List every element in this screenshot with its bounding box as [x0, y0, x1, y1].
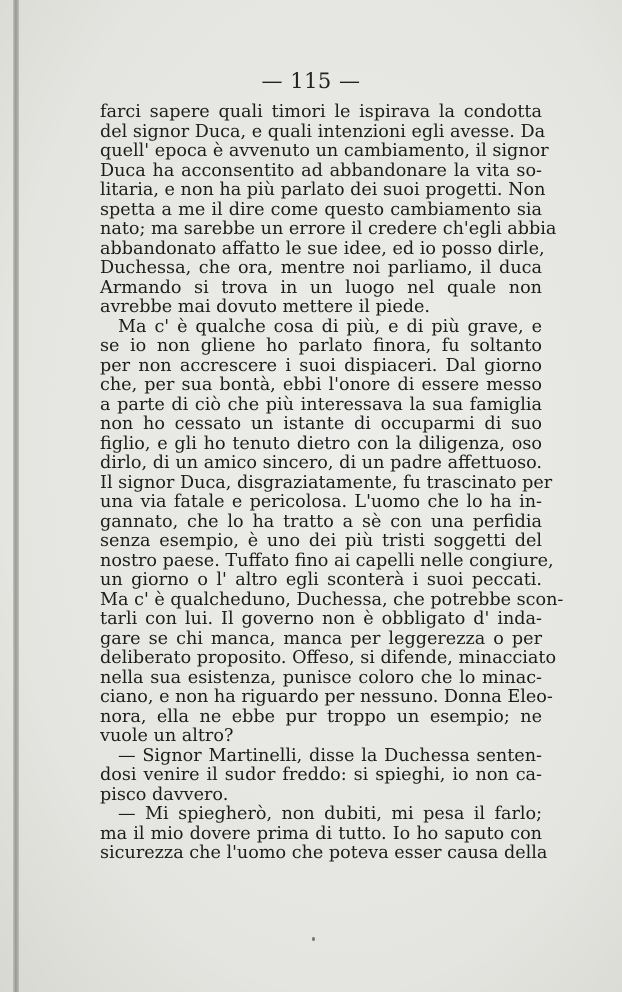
text-line: figlio, e gli ho tenuto dietro con la diligenza, oso	[100, 433, 542, 454]
text-line: dosi venire il sudor freddo: si spieghi, io non ca-	[100, 765, 542, 785]
text-line: nella sua esistenza, punisce coloro che lo minac-	[100, 667, 542, 688]
text-line: gare se chi manca, manca per leggerezza o per	[100, 628, 542, 649]
text-line: Il signor Duca, disgraziatamente, fu trascinato per	[100, 472, 553, 493]
text-line: senza esempio, è uno dei più tristi soggetti del	[100, 531, 542, 551]
text-line: — Signor Martinelli, disse la Duchessa senten-	[118, 745, 542, 766]
text-line: non ho cessato un istante di occuparmi di suo	[100, 414, 542, 434]
text-line: tarli con lui. Il governo non è obbligato d' inda-	[100, 609, 542, 629]
text-line: Duchessa, che ora, mentre noi parliamo, il duca	[100, 258, 542, 278]
text-line: un giorno o l' altro egli sconterà i suoi peccati.	[100, 570, 542, 590]
text-line: a parte di ciò che più interessava la sua famiglia	[100, 394, 542, 415]
text-line: abbandonato affatto le sue idee, ed io posso dirle,	[100, 238, 545, 259]
book-spine-edge	[13, 0, 19, 992]
text-line: Ma c' è qualche cosa di più, e di più grave, e	[118, 316, 542, 337]
page-number: — 115 —	[261, 69, 361, 93]
text-line: per non accrescere i suoi dispiaceri. Dal giorno	[100, 355, 542, 376]
text-line: nostro paese. Tuffato fino ai capelli nelle congiure,	[100, 550, 554, 571]
text-line: Duca ha acconsentito ad abbandonare la vita so-	[100, 160, 542, 181]
text-line: spetta a me il dire come questo cambiamento sia	[100, 199, 542, 220]
text-line: nora, ella ne ebbe pur troppo un esempio; ne	[100, 706, 542, 727]
text-line: Armando si trova in un luogo nel quale non	[100, 277, 542, 298]
text-line: nato; ma sarebbe un errore il credere ch'egli abbia	[100, 219, 557, 239]
text-line: una via fatale e pericolosa. L'uomo che lo ha in-	[100, 492, 542, 512]
text-line: ciano, e non ha riguardo per nessuno. Donna Eleo-	[100, 687, 553, 707]
text-line: del signor Duca, e quali intenzioni egli avesse. Da	[100, 121, 546, 142]
text-line: Ma c' è qualcheduno, Duchessa, che potrebbe scon-	[100, 589, 564, 610]
text-line: litaria, e non ha più parlato dei suoi progetti. Non	[100, 180, 546, 200]
text-line: pisco davvero.	[100, 784, 229, 805]
ink-speck	[312, 937, 315, 941]
text-line: — Mi spiegherò, non dubiti, mi pesa il farlo;	[118, 804, 542, 824]
text-line: gannato, che lo ha tratto a sè con una perfidia	[100, 511, 542, 532]
text-line: se io non gliene ho parlato finora, fu soltanto	[100, 336, 542, 356]
text-line: che, per sua bontà, ebbi l'onore di essere messo	[100, 375, 542, 395]
text-line: ma il mio dovere prima di tutto. Io ho saputo con	[100, 823, 542, 844]
text-line: avrebbe mai dovuto mettere il piede.	[100, 297, 431, 317]
body-text	[100, 102, 564, 864]
text-line: quell' epoca è avvenuto un cambiamento, il signor	[100, 141, 549, 161]
text-line: sicurezza che l'uomo che poteva esser causa della	[100, 843, 548, 863]
text-line: dirlo, di un amico sincero, di un padre affettuoso.	[100, 453, 542, 473]
text-line: farci sapere quali timori le ispirava la condotta	[100, 102, 542, 122]
text-line: deliberato proposito. Offeso, si difende, minacciato	[100, 648, 557, 668]
text-line: vuole un altro?	[100, 726, 234, 746]
